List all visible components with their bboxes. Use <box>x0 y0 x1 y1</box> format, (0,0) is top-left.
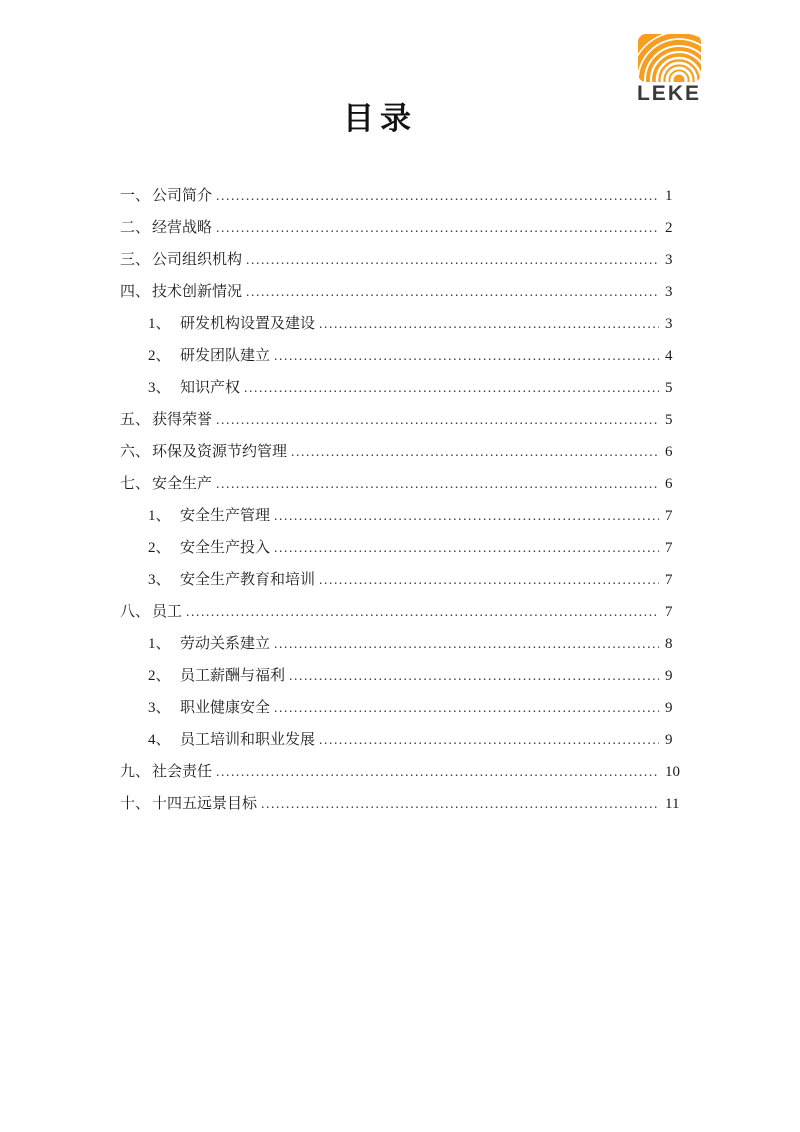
toc-entry-label: 劳动关系建立 <box>180 636 271 652</box>
toc-entry-page-number: 5 <box>665 412 673 428</box>
toc-entry-label: 十四五远景目标 <box>152 796 258 812</box>
toc-entry-page-number: 11 <box>665 796 680 812</box>
toc-entry-label: 公司简介 <box>152 188 213 204</box>
toc-leader-dots <box>182 596 659 628</box>
toc-entry-number: 六、 <box>120 444 151 460</box>
toc-leader-dots <box>315 308 659 340</box>
toc-entry-number: 一、 <box>120 188 151 204</box>
toc-entry-page-number: 3 <box>665 316 673 332</box>
toc-leader-dots <box>212 756 659 788</box>
toc-entry-page-number: 6 <box>665 444 673 460</box>
toc-leader-dots <box>270 500 659 532</box>
toc-entry-page-number: 9 <box>665 700 673 716</box>
toc-entry-label: 安全生产 <box>152 476 213 492</box>
toc-entry-number: 4、 <box>148 732 171 748</box>
toc-entry-number: 八、 <box>120 604 151 620</box>
toc-entry-number: 3、 <box>148 572 171 588</box>
toc-entry-number: 3、 <box>148 380 171 396</box>
toc-entry-label: 员工薪酬与福利 <box>180 668 286 684</box>
toc-leader-dots <box>315 724 659 756</box>
toc-entry[interactable] <box>120 212 695 244</box>
toc-list <box>120 180 695 820</box>
toc-leader-dots <box>270 340 659 372</box>
toc-entry[interactable] <box>120 436 695 468</box>
toc-entry-page-number: 7 <box>665 572 673 588</box>
toc-entry[interactable] <box>120 532 695 564</box>
toc-entry-number: 二、 <box>120 220 151 236</box>
toc-leader-dots <box>287 436 659 468</box>
leke-logo-icon <box>633 34 705 82</box>
toc-entry[interactable] <box>120 724 695 756</box>
toc-entry[interactable] <box>120 276 695 308</box>
toc-entry[interactable] <box>120 628 695 660</box>
toc-leader-dots <box>212 404 659 436</box>
toc-entry-label: 员工培训和职业发展 <box>180 732 316 748</box>
toc-entry[interactable] <box>120 500 695 532</box>
leke-logo <box>633 34 705 104</box>
toc-entry-label: 获得荣誉 <box>152 412 213 428</box>
toc-entry-page-number: 7 <box>665 508 673 524</box>
toc-entry-number: 1、 <box>148 636 171 652</box>
toc-leader-dots <box>315 564 659 596</box>
toc-entry-label: 员工 <box>152 604 183 620</box>
toc-entry-page-number: 3 <box>665 252 673 268</box>
toc-entry-label: 技术创新情况 <box>152 284 243 300</box>
toc-entry[interactable] <box>120 788 695 820</box>
toc-entry-page-number: 1 <box>665 188 673 204</box>
toc-entry-page-number: 2 <box>665 220 673 236</box>
toc-entry-number: 1、 <box>148 316 171 332</box>
toc-leader-dots <box>270 628 659 660</box>
toc-leader-dots <box>212 212 659 244</box>
toc-entry-label: 知识产权 <box>180 380 241 396</box>
toc-entry-label: 安全生产教育和培训 <box>180 572 316 588</box>
toc-entry-page-number: 10 <box>665 764 680 780</box>
title-row <box>0 99 800 139</box>
toc-entry-label: 研发团队建立 <box>180 348 271 364</box>
toc-entry-label: 环保及资源节约管理 <box>152 444 288 460</box>
toc-entry[interactable] <box>120 468 695 500</box>
toc-entry[interactable] <box>120 660 695 692</box>
toc-entry[interactable] <box>120 180 695 212</box>
toc-entry-number: 2、 <box>148 348 171 364</box>
toc-entry[interactable] <box>120 404 695 436</box>
toc-entry-page-number: 8 <box>665 636 673 652</box>
toc-leader-dots <box>242 244 659 276</box>
toc-entry-page-number: 6 <box>665 476 673 492</box>
toc-entry-label: 社会责任 <box>152 764 213 780</box>
toc-entry[interactable] <box>120 340 695 372</box>
toc-entry[interactable] <box>120 692 695 724</box>
toc-leader-dots <box>270 532 659 564</box>
page-title: 目录 <box>343 101 417 136</box>
toc-entry-number: 3、 <box>148 700 171 716</box>
toc-entry-number: 九、 <box>120 764 151 780</box>
toc-leader-dots <box>285 660 659 692</box>
toc-entry-number: 2、 <box>148 668 171 684</box>
toc-entry-number: 2、 <box>148 540 171 556</box>
toc-entry-label: 安全生产管理 <box>180 508 271 524</box>
toc-entry-number: 七、 <box>120 476 151 492</box>
toc-entry-page-number: 5 <box>665 380 673 396</box>
toc-leader-dots <box>212 468 659 500</box>
toc-entry-page-number: 9 <box>665 668 673 684</box>
toc-entry-label: 安全生产投入 <box>180 540 271 556</box>
toc-leader-dots <box>212 180 659 212</box>
toc-entry-page-number: 9 <box>665 732 673 748</box>
toc-entry-number: 三、 <box>120 252 151 268</box>
toc-entry-label: 公司组织机构 <box>152 252 243 268</box>
toc-leader-dots <box>270 692 659 724</box>
toc-leader-dots <box>240 372 659 404</box>
toc-entry[interactable] <box>120 244 695 276</box>
toc-entry-number: 四、 <box>120 284 151 300</box>
toc-entry[interactable] <box>120 596 695 628</box>
toc-entry[interactable] <box>120 756 695 788</box>
toc-entry-number: 五、 <box>120 412 151 428</box>
toc-entry-label: 经营战略 <box>152 220 213 236</box>
toc-entry-page-number: 7 <box>665 604 673 620</box>
toc-leader-dots <box>242 276 659 308</box>
toc-entry-page-number: 3 <box>665 284 673 300</box>
toc-entry[interactable] <box>120 372 695 404</box>
toc-entry-label: 职业健康安全 <box>180 700 271 716</box>
leke-brand-text: LEKE <box>636 82 701 105</box>
toc-entry-number: 十、 <box>120 796 151 812</box>
toc-entry-label: 研发机构设置及建设 <box>180 316 316 332</box>
toc-entry[interactable] <box>120 564 695 596</box>
toc-entry-number: 1、 <box>148 508 171 524</box>
toc-entry-page-number: 7 <box>665 540 673 556</box>
toc-leader-dots <box>257 788 659 820</box>
toc-entry-page-number: 4 <box>665 348 673 364</box>
toc-entry[interactable] <box>120 308 695 340</box>
